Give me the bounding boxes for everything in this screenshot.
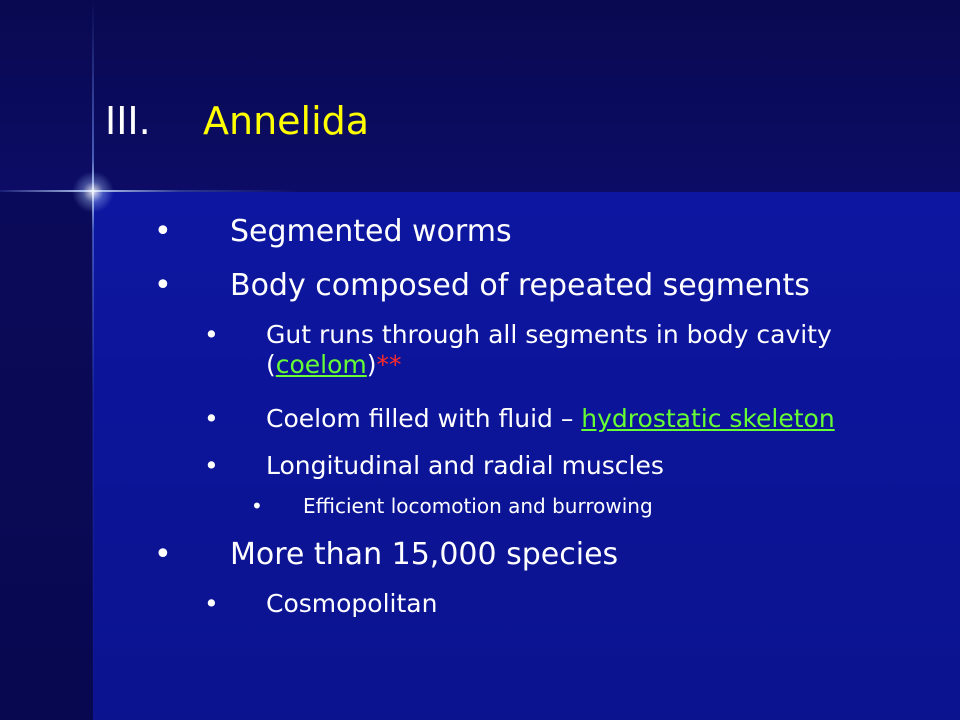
lens-flare-horizontal (0, 190, 300, 192)
bullet-dot-icon: • (154, 268, 172, 303)
bullet-gut-runs (204, 320, 832, 380)
title-number: III. (105, 99, 151, 143)
bullet-dot-icon: • (251, 494, 263, 518)
bullet-dot-icon: • (154, 537, 172, 572)
bullet-text: Longitudinal and radial muscles (266, 451, 664, 480)
emphasis-stars: ** (376, 350, 402, 379)
slide-background-left (0, 192, 93, 720)
bullet-cosmopolitan (204, 589, 438, 619)
bullet-text: Gut runs through all segments in body cavity (266, 320, 832, 349)
open-paren: ( (266, 350, 276, 379)
close-paren: ) (366, 350, 377, 379)
bullet-dot-icon: • (204, 589, 219, 618)
bullet-locomotion (251, 493, 653, 519)
bullet-text: Coelom filled with fluid – (266, 404, 582, 433)
bullet-dot-icon: • (204, 404, 219, 433)
title-text: Annelida (203, 99, 370, 143)
bullet-species-count (154, 536, 619, 574)
coelom-link[interactable]: coelom (275, 350, 367, 379)
bullet-text: Body composed of repeated segments (230, 268, 810, 303)
hydrostatic-skeleton-link[interactable]: hydrostatic skeleton (581, 404, 835, 433)
bullet-dot-icon: • (154, 214, 172, 249)
slide-title (105, 96, 369, 146)
bullet-text: Efficient locomotion and burrowing (303, 494, 653, 518)
bullet-body-segments (154, 267, 810, 305)
bullet-coelom-fluid (204, 404, 835, 434)
lens-flare-star-icon (72, 171, 114, 213)
bullet-muscles (204, 451, 664, 481)
lens-flare-vertical (92, 0, 94, 720)
bullet-dot-icon: • (204, 320, 219, 349)
bullet-text: Cosmopolitan (266, 589, 438, 618)
bullet-text: Segmented worms (230, 214, 512, 249)
bullet-dot-icon: • (204, 451, 219, 480)
bullet-text: More than 15,000 species (230, 537, 619, 572)
bullet-segmented-worms (154, 213, 512, 251)
